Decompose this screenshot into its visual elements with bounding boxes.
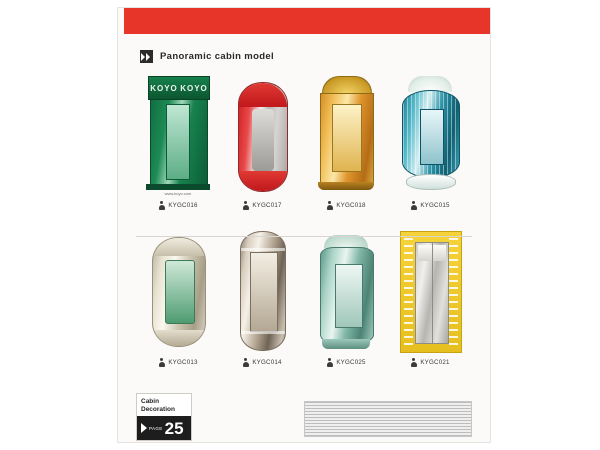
person-icon [326, 201, 333, 210]
page-block-line2: Decoration [141, 406, 175, 413]
page-word-label: PAGE [149, 425, 163, 431]
brand-sign-left: KOYO [150, 83, 178, 93]
person-icon [410, 201, 417, 210]
cabin-door [252, 109, 274, 171]
cabin-caption [242, 358, 281, 367]
cabin-door [335, 264, 363, 328]
cabin-band-top [241, 248, 285, 251]
cabin-body [238, 82, 288, 192]
cabin-caption [326, 201, 365, 210]
banner-notch [118, 8, 124, 34]
cabin-body [402, 90, 460, 178]
cabin-base [322, 339, 370, 349]
cabin-code: KYGC025 [336, 359, 366, 366]
cabin-caption [242, 201, 281, 210]
cabin-code: KYGC017 [252, 202, 282, 209]
cabin-image-kygc013 [140, 227, 216, 357]
top-red-banner [118, 8, 490, 34]
cabin-image-kygc021 [392, 227, 468, 357]
cabin-dot-pattern-right [449, 238, 458, 346]
cabin-door [332, 104, 362, 172]
cabin-grid [136, 70, 472, 384]
cabin-cell[interactable] [388, 70, 472, 227]
cabin-door [415, 242, 449, 344]
page-number-block [136, 393, 192, 441]
cabin-cell[interactable] [304, 227, 388, 384]
cabin-door [166, 104, 190, 180]
page-number-bar [137, 416, 191, 440]
cabin-base [153, 330, 205, 346]
cabin-image-kygc014 [224, 227, 300, 357]
person-icon [326, 358, 333, 367]
cabin-body [320, 247, 374, 343]
cabin-base [239, 171, 287, 191]
cabin-image-kygc016 [140, 70, 216, 200]
cabin-cell[interactable] [136, 70, 220, 227]
cabin-image-kygc015 [392, 70, 468, 200]
brand-url: www.koyo.com [164, 191, 192, 196]
cabin-cell[interactable] [136, 227, 220, 384]
section-heading-label: Panoramic cabin model [160, 51, 274, 62]
cabin-caption [158, 358, 197, 367]
cabin-base [318, 182, 374, 190]
cabin-code: KYGC021 [420, 359, 450, 366]
double-chevron-icon [140, 50, 153, 63]
cabin-caption [158, 201, 197, 210]
texture-swatch [304, 401, 472, 437]
catalog-page-sheet [118, 8, 490, 442]
person-icon [158, 201, 165, 210]
cabin-base [146, 184, 210, 190]
page-block-line1: Cabin [141, 398, 160, 405]
person-icon [158, 358, 165, 367]
cabin-code: KYGC013 [168, 359, 198, 366]
cabin-door-split [432, 243, 433, 343]
cabin-band-bottom [241, 331, 285, 334]
cabin-door [165, 260, 195, 324]
cabin-cell[interactable] [304, 70, 388, 227]
cabin-body [152, 237, 206, 347]
cabin-base [406, 174, 456, 190]
cabin-dot-pattern-left [404, 238, 413, 346]
cabin-body [240, 231, 286, 351]
cabin-cell[interactable] [220, 227, 304, 384]
cabin-door [420, 109, 444, 165]
cabin-code: KYGC018 [336, 202, 366, 209]
cabin-body [400, 231, 462, 353]
cabin-code: KYGC016 [168, 202, 198, 209]
cabin-top-cap [239, 83, 287, 107]
section-heading [140, 50, 274, 63]
cabin-code: KYGC014 [252, 359, 282, 366]
brand-sign-right: KOYO [180, 83, 208, 93]
cabin-top-cap [153, 238, 205, 256]
cabin-caption [410, 358, 449, 367]
cabin-door [250, 252, 278, 332]
person-icon [410, 358, 417, 367]
person-icon [242, 358, 249, 367]
cabin-caption [326, 358, 365, 367]
cabin-code: KYGC015 [420, 202, 450, 209]
cabin-image-kygc018 [308, 70, 384, 200]
cabin-image-kygc017 [224, 70, 300, 200]
person-icon [242, 201, 249, 210]
cabin-cell[interactable] [220, 70, 304, 227]
cabin-caption [410, 201, 449, 210]
page-number: 25 [164, 418, 184, 438]
arrow-right-icon [141, 423, 147, 433]
row-divider [136, 236, 472, 237]
cabin-image-kygc025 [308, 227, 384, 357]
cabin-cell[interactable] [388, 227, 472, 384]
cabin-brand-sign [148, 76, 210, 100]
